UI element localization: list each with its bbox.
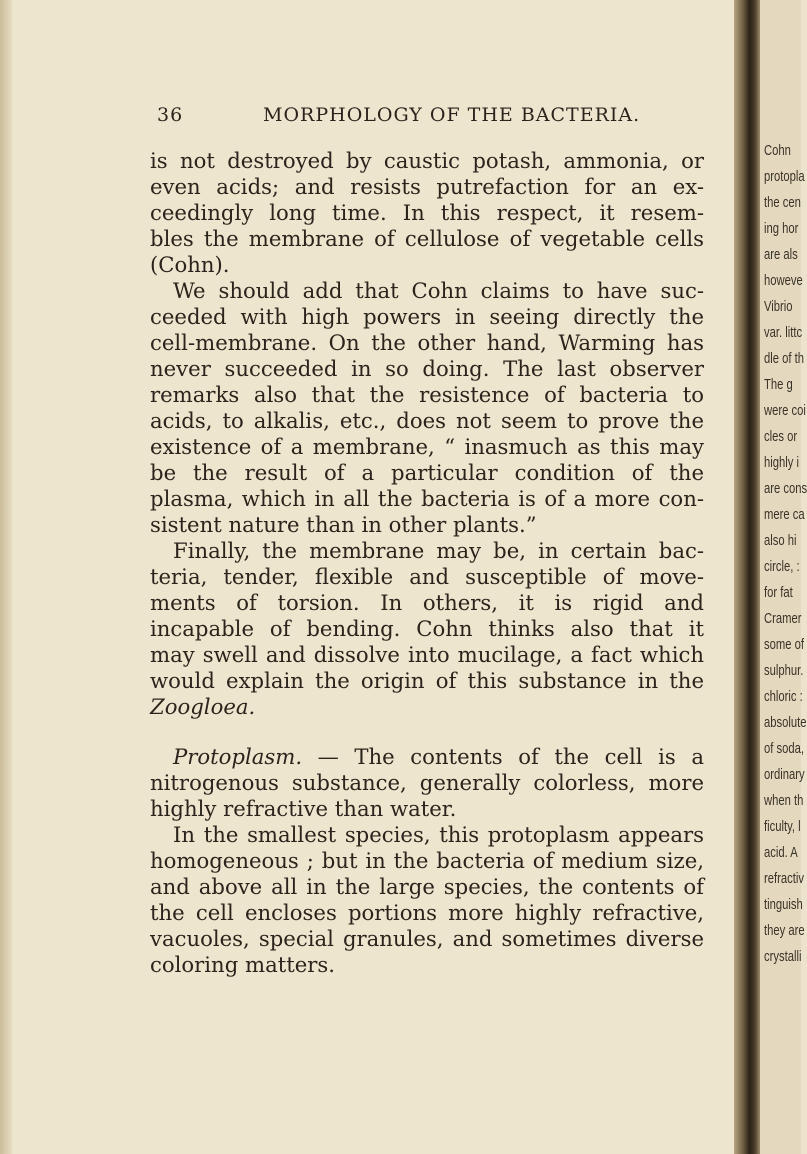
facing-text: cles or (764, 428, 798, 445)
text-line: We should add that Cohn claims to have suc- (173, 278, 704, 303)
facing-text: Vibrio (764, 298, 793, 315)
text-line: homogeneous ; but in the bacteria of medium size, (150, 848, 704, 873)
facing-text: Cramer (764, 610, 802, 627)
text-line: even acids; and resists putrefaction for an ex- (150, 174, 704, 199)
facing-text: circle, : (764, 558, 800, 575)
text-line: cell-membrane. On the other hand, Warming has (150, 330, 704, 355)
text-line: existence of a membrane, “ inasmuch as this may (150, 434, 704, 459)
facing-text: sulphur. (764, 662, 804, 679)
facing-text: when th (764, 792, 804, 809)
text-line: never succeeded in so doing. The last observer (150, 356, 704, 381)
text-line: coloring matters. (150, 952, 336, 977)
text-line: incapable of bending. Cohn thinks also that it (150, 616, 704, 641)
section-intro: — The contents of the cell is a (302, 744, 704, 769)
facing-text: Cohn (764, 142, 791, 159)
text-line: ceeded with high powers in seeing directly the (150, 304, 704, 329)
facing-text: var. littc (764, 324, 803, 341)
text-line: Zoogloea. (150, 694, 256, 719)
facing-text: are als (764, 246, 798, 263)
text-line: vacuoles, special granules, and sometimes diverse (150, 926, 704, 951)
text-line: ments of torsion. In others, it is rigid and (150, 590, 704, 615)
facing-text: crystalli (764, 948, 802, 965)
text-line: In the smallest species, this protoplasm appears (173, 822, 704, 847)
facing-text: highly i (764, 454, 800, 471)
facing-text: tinguish (764, 896, 803, 913)
section-heading-line (173, 744, 704, 770)
facing-text: howeve (764, 272, 803, 289)
facing-text: mere ca (764, 506, 805, 523)
text-line: (Cohn). (150, 252, 230, 277)
facing-page-sliver (760, 0, 807, 1154)
running-title: MORPHOLOGY OF THE BACTERIA. (263, 104, 641, 126)
facing-text: some of (764, 636, 805, 653)
text-line: would explain the origin of this substance in the (150, 668, 704, 693)
text-line: nitrogenous substance, generally colorless, more (150, 770, 704, 795)
facing-text: are cons (764, 480, 807, 497)
text-line: highly refractive than water. (150, 796, 457, 821)
text-line: is not destroyed by caustic potash, ammonia, or (150, 148, 704, 173)
facing-text: acid. A (764, 844, 798, 861)
facing-text: they are (764, 922, 805, 939)
text-line: the cell encloses portions more highly refractive, (150, 900, 704, 925)
text-line: acids, to alkalis, etc., does not seem to prove the (150, 408, 704, 433)
facing-text: for fat (764, 584, 793, 601)
text-line: and above all in the large species, the contents of (150, 874, 704, 899)
page-edge (0, 0, 12, 1154)
text-line: Finally, the membrane may be, in certain bac- (173, 538, 704, 563)
text-line: ceedingly long time. In this respect, it resem- (150, 200, 704, 225)
facing-text: absolute (764, 714, 807, 731)
text-line: plasma, which in all the bacteria is of a more con- (150, 486, 704, 511)
text-line: bles the membrane of cellulose of vegetable cells (150, 226, 704, 251)
facing-text: ficulty, l (764, 818, 801, 835)
facing-text: The g (764, 376, 793, 393)
book-spine (734, 0, 760, 1154)
facing-text: ordinary (764, 766, 805, 783)
facing-text: also hi (764, 532, 797, 549)
section-title: Protoplasm. (173, 744, 303, 769)
facing-text: refractiv (764, 870, 805, 887)
text-line: be the result of a particular condition of the (150, 460, 704, 485)
facing-text: of soda, (764, 740, 805, 757)
text-line: sistent nature than in other plants.” (150, 512, 537, 537)
text-line: may swell and dissolve into mucilage, a fact which (150, 642, 704, 667)
facing-text: dle of th (764, 350, 805, 367)
facing-text: ing hor (764, 220, 799, 237)
facing-text: chloric : (764, 688, 803, 705)
page-number: 36 (157, 104, 184, 126)
text-line: teria, tender, flexible and susceptible of move- (150, 564, 704, 589)
facing-text: the cen (764, 194, 801, 211)
facing-text: protopla (764, 168, 805, 185)
facing-text: were coi (764, 402, 806, 419)
text-line: remarks also that the resistence of bacteria to (150, 382, 704, 407)
